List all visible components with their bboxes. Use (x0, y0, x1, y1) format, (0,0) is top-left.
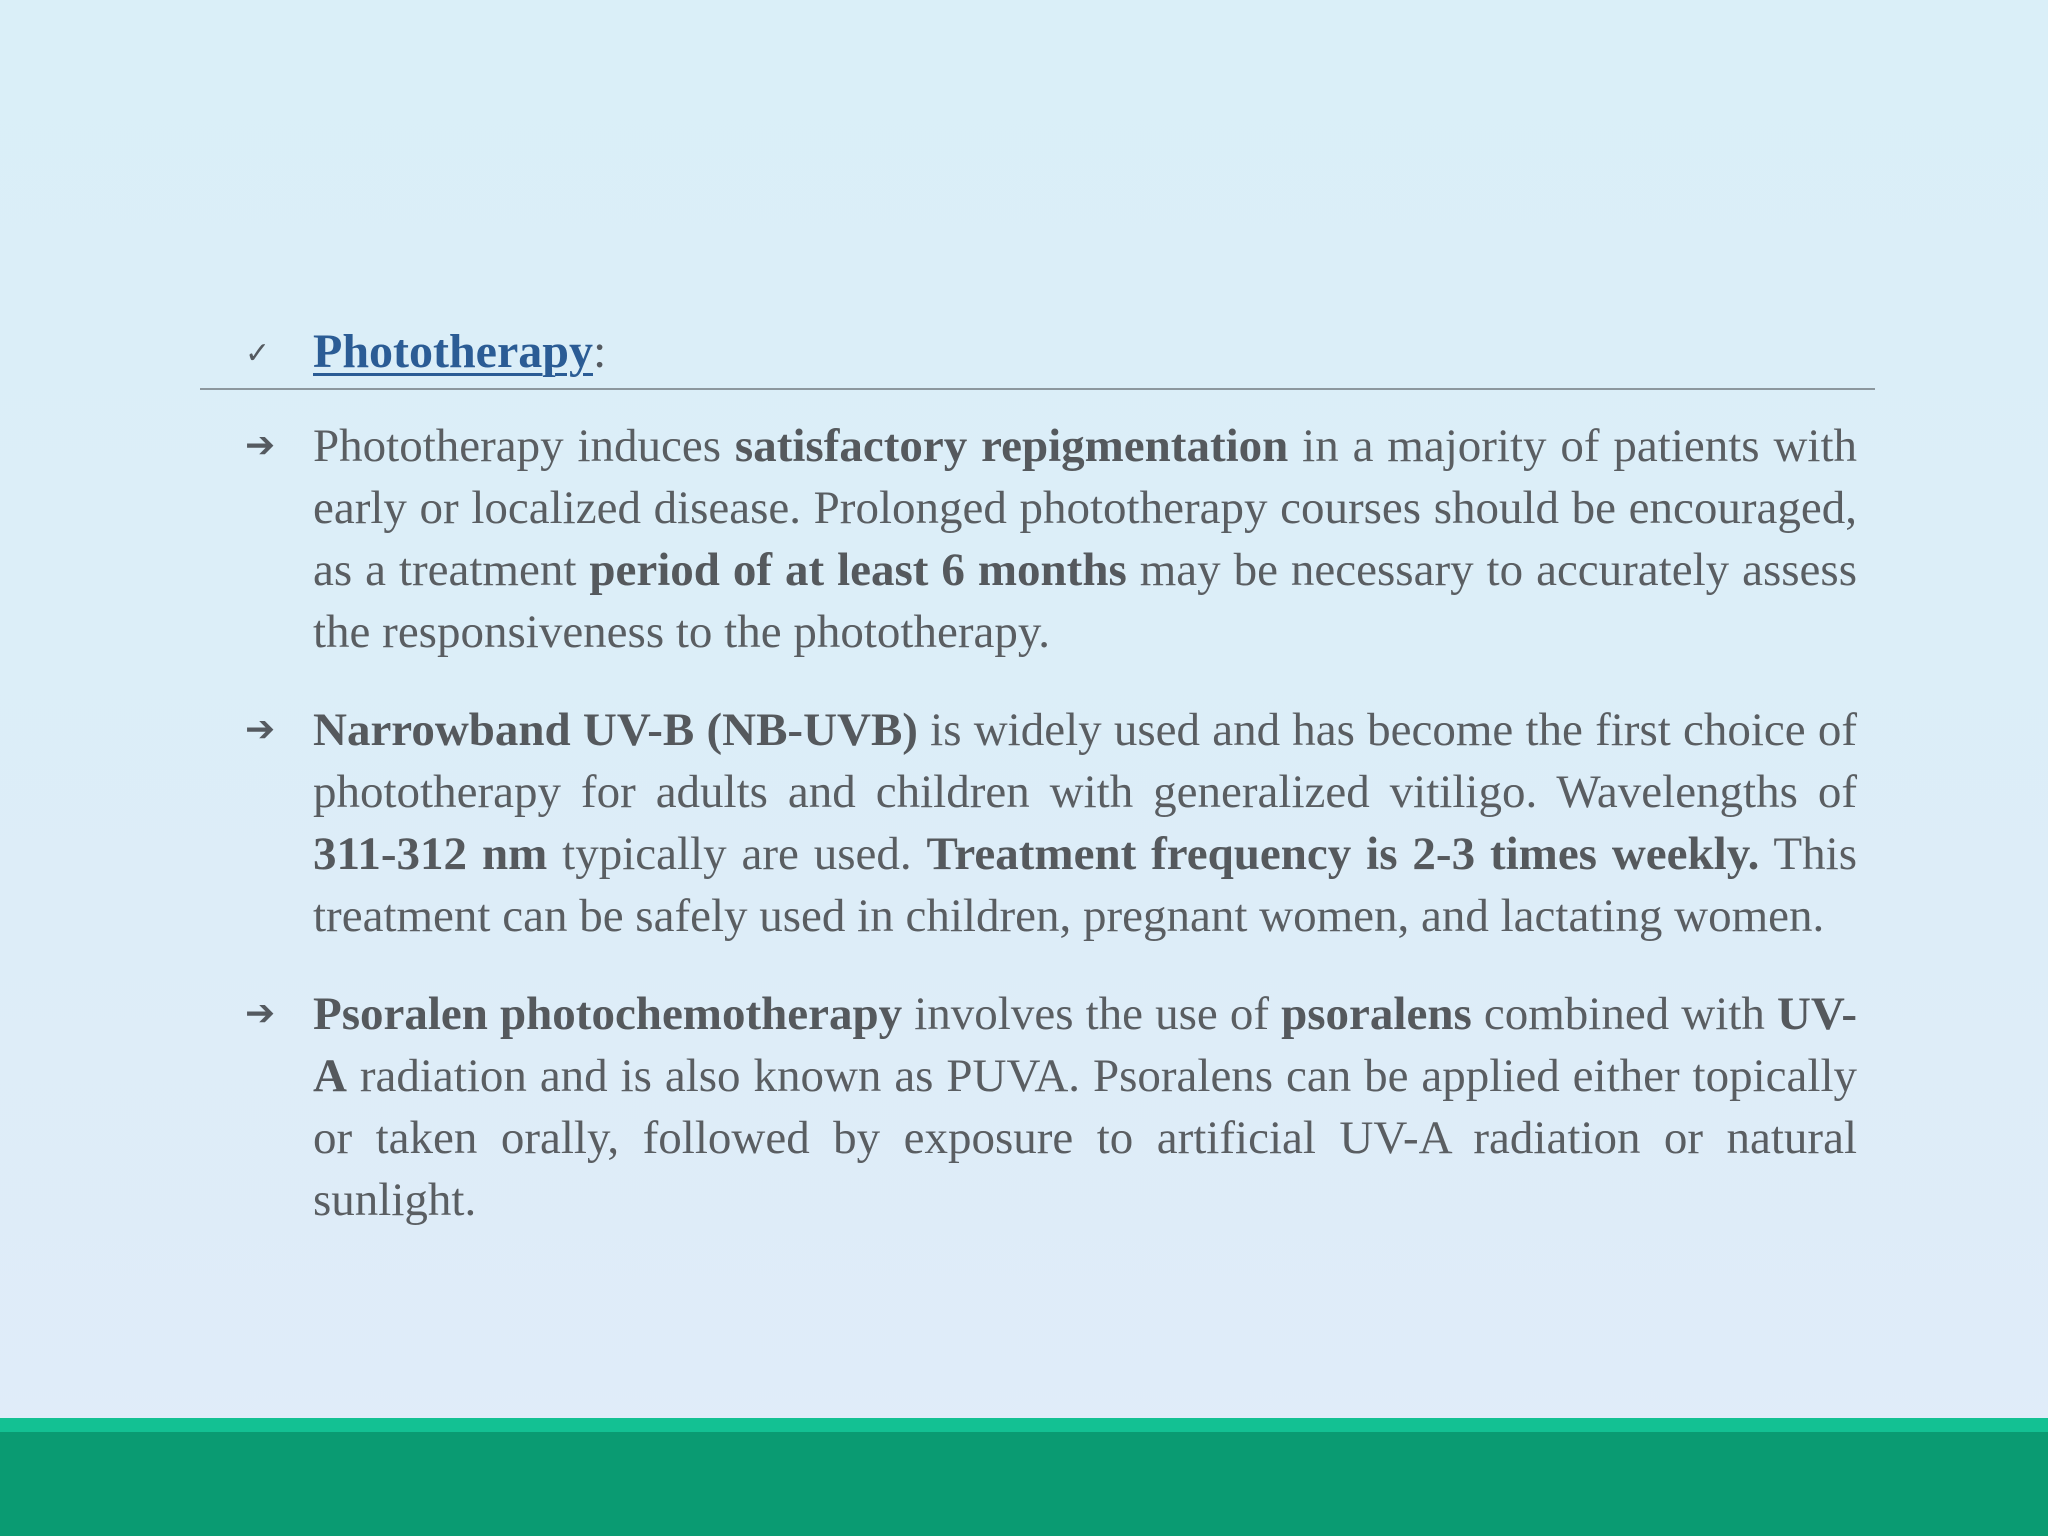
bold-segment: psoralens (1281, 988, 1472, 1040)
paragraph-text (313, 699, 1857, 947)
heading-divider (200, 388, 1875, 390)
text-segment: radiation and is also known as PUVA. Psoralens can be applied either topically or taken orally, followed by exposure to artificial UV-A radiation or natural sunlight. (313, 1050, 1857, 1226)
footer-accent-stripe (0, 1418, 2048, 1432)
footer-band (0, 1432, 2048, 1536)
paragraph-text (313, 983, 1857, 1231)
bold-segment: 311-312 nm (313, 828, 548, 880)
bullet-paragraph-1 (245, 415, 1857, 663)
arrow-bullet-icon: ➔ (245, 709, 276, 750)
text-segment: combined with (1471, 988, 1777, 1040)
bullet-list (245, 415, 1857, 1267)
section-heading: Phototherapy (313, 324, 593, 378)
checkmark-icon: ✓ (245, 335, 271, 371)
heading-colon: : (592, 324, 607, 378)
arrow-bullet-icon: ➔ (245, 993, 276, 1034)
bold-segment: UV-A (313, 988, 1857, 1102)
bullet-paragraph-2 (245, 699, 1857, 947)
text-segment: may be necessary to accurately assess the responsiveness to the phototherapy. (313, 544, 1857, 658)
bullet-paragraph-3 (245, 983, 1857, 1231)
paragraph-text (313, 415, 1857, 663)
arrow-bullet-icon: ➔ (245, 425, 276, 466)
heading-row (245, 318, 606, 384)
text-segment: involves the use of (902, 988, 1282, 1040)
bold-segment: Treatment frequency is 2-3 times weekly. (926, 828, 1760, 880)
bold-segment: Psoralen photochemotherapy (313, 988, 903, 1040)
bold-segment: period of at least 6 months (589, 544, 1127, 596)
bold-segment: Narrowband UV-B (NB-UVB) (313, 704, 918, 756)
bold-segment: satisfactory repigmentation (734, 420, 1289, 472)
text-segment: typically are used. (547, 828, 927, 880)
text-segment: This treatment can be safely used in children, pregnant women, and lactating women. (313, 828, 1857, 942)
text-segment: Phototherapy induces (313, 420, 735, 472)
text-segment: in a majority of patients with early or localized disease. Prolonged phototherapy courses should be encouraged, as a treatment (313, 420, 1857, 596)
text-segment: is widely used and has become the first choice of phototherapy for adults and children with generalized vitiligo. Wavelengths of (313, 704, 1858, 818)
